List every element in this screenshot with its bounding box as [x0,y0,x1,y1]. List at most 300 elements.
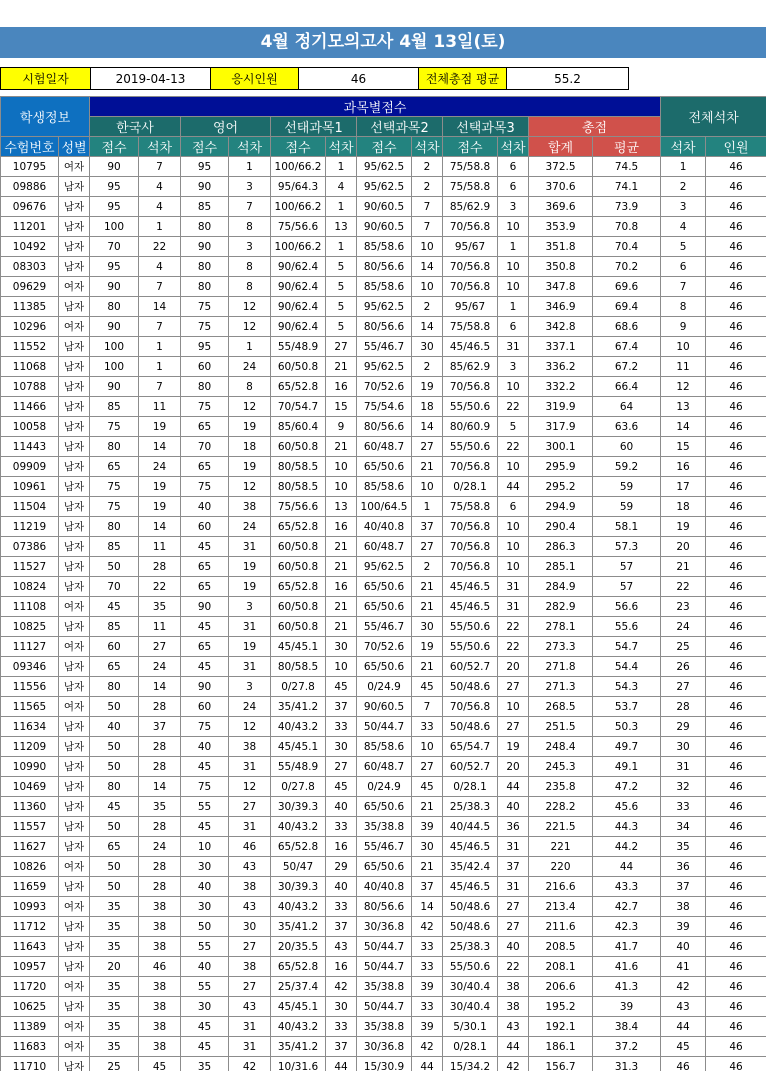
elective2-rank-cell: 14 [412,417,443,437]
elective3-rank-cell: 5 [498,417,529,437]
overall-rank-cell: 46 [661,1057,706,1071]
elective3-rank-cell: 22 [498,637,529,657]
elective2-score-cell: 40/40.8 [357,517,412,537]
overall-rank-header: 전체석차 [661,97,766,137]
korean-history-score-cell: 50 [90,857,139,877]
people-count-cell: 46 [706,437,766,457]
total-sum-cell: 372.5 [529,157,593,177]
overall-rank-cell: 6 [661,257,706,277]
total-sum-cell: 369.6 [529,197,593,217]
english-rank-cell: 46 [229,837,271,857]
korean-history-score-cell: 35 [90,937,139,957]
exam-no-cell: 11557 [1,817,59,837]
elective1-rank-cell: 37 [326,697,357,717]
table-row [1,917,766,937]
people-count-cell: 46 [706,877,766,897]
korean-history-score-cell: 60 [90,637,139,657]
total-average-cell: 44 [593,857,661,877]
gender-cell: 여자 [59,897,90,917]
overall-rank-cell: 32 [661,777,706,797]
gender-cell: 남자 [59,617,90,637]
elective3-score-cell: 50/48.6 [443,917,498,937]
gender-cell: 여자 [59,317,90,337]
overall-rank-cell: 40 [661,937,706,957]
elective3-rank-cell: 38 [498,997,529,1017]
elective2-score-cell: 65/50.6 [357,857,412,877]
total-average-cell: 56.6 [593,597,661,617]
gender-cell: 여자 [59,1037,90,1057]
table-row [1,617,766,637]
elective2-score-cell: 65/50.6 [357,797,412,817]
english-rank-cell: 24 [229,697,271,717]
gender-cell: 여자 [59,597,90,617]
korean-history-rank-cell: 35 [139,797,181,817]
total-average-cell: 54.4 [593,657,661,677]
table-row [1,897,766,917]
elective1-rank-cell: 21 [326,357,357,377]
elective1-rank-cell: 30 [326,997,357,1017]
exam-no-cell: 11385 [1,297,59,317]
korean-history-score-cell: 80 [90,677,139,697]
elective1-score-cell: 90/62.4 [271,277,326,297]
english-score-cell: 50 [181,917,229,937]
elective3-rank-cell: 31 [498,337,529,357]
elective1-score-cell: 60/50.8 [271,537,326,557]
people-count-cell: 46 [706,897,766,917]
korean-history-score-cell: 50 [90,757,139,777]
exam-no-cell: 11556 [1,677,59,697]
overall-rank-cell: 16 [661,457,706,477]
applicant-count-label: 응시인원 [211,68,299,90]
english-score-cell: 75 [181,317,229,337]
elective3-score-cell: 85/62.9 [443,197,498,217]
elective2-score-cell: 35/38.8 [357,817,412,837]
elective1-rank-cell: 5 [326,317,357,337]
total-sum-cell: 347.8 [529,277,593,297]
elective2-rank-cell: 42 [412,917,443,937]
english-rank-cell: 8 [229,217,271,237]
people-count-cell: 46 [706,917,766,937]
elective3-rank-cell: 6 [498,177,529,197]
korean-history-score-cell: 100 [90,337,139,357]
overall-rank-cell: 39 [661,917,706,937]
people-count-cell: 46 [706,837,766,857]
elective3-rank-cell: 6 [498,497,529,517]
elective3-score-cell: 40/44.5 [443,817,498,837]
elective2-rank-cell: 19 [412,377,443,397]
english-rank-cell: 19 [229,637,271,657]
elective1-rank-cell: 1 [326,237,357,257]
exam-no-cell: 10296 [1,317,59,337]
korean-history-score-cell: 75 [90,417,139,437]
elective3-rank-cell: 6 [498,317,529,337]
overall-rank-cell: 15 [661,437,706,457]
people-count-cell: 46 [706,817,766,837]
korean-history-score-cell: 70 [90,237,139,257]
korean-history-score-cell: 50 [90,697,139,717]
overall-rank-cell: 27 [661,677,706,697]
total-average-cell: 73.9 [593,197,661,217]
elective3-score-cell: 75/58.8 [443,177,498,197]
korean-history-rank-cell: 28 [139,877,181,897]
elective1-score-cell: 85/60.4 [271,417,326,437]
subject-header-elective-2: 선택과목2 [357,117,443,137]
elective1-rank-cell: 29 [326,857,357,877]
total-average-cell: 70.4 [593,237,661,257]
elective2-score-cell: 95/62.5 [357,157,412,177]
elective1-score-cell: 45/45.1 [271,737,326,757]
exam-no-cell: 10826 [1,857,59,877]
elective2-score-cell: 80/56.6 [357,317,412,337]
total-sum-cell: 235.8 [529,777,593,797]
elective2-rank-cell: 7 [412,197,443,217]
korean-history-rank-cell: 14 [139,297,181,317]
english-score-cell: 45 [181,537,229,557]
elective2-rank-cell: 21 [412,657,443,677]
elective1-rank-cell: 33 [326,817,357,837]
elective2-score-cell: 100/64.5 [357,497,412,517]
elective2-score-cell: 65/50.6 [357,657,412,677]
page-title: 4월 정기모의고사 4월 13일(토) [0,27,766,58]
total-average-cell: 60 [593,437,661,457]
english-score-cell: 95 [181,157,229,177]
elective2-score-cell: 95/62.5 [357,177,412,197]
overall-rank-cell: 17 [661,477,706,497]
people-count-cell: 46 [706,597,766,617]
elective3-score-cell: 25/38.3 [443,797,498,817]
total-sum-cell: 208.1 [529,957,593,977]
elective3-rank-cell: 19 [498,737,529,757]
elective2-rank-cell: 2 [412,557,443,577]
english-score-cell: 65 [181,457,229,477]
english-score-cell: 85 [181,197,229,217]
korean-history-rank-cell: 4 [139,197,181,217]
table-row [1,317,766,337]
elective3-rank-cell: 1 [498,237,529,257]
total-average-cell: 50.3 [593,717,661,737]
english-rank-cell: 3 [229,597,271,617]
elective1-score-cell: 100/66.2 [271,197,326,217]
exam-no-cell: 11712 [1,917,59,937]
people-count-cell: 46 [706,957,766,977]
elective1-score-cell: 40/43.2 [271,1017,326,1037]
english-score-cell: 90 [181,677,229,697]
elective3-score-cell: 75/58.8 [443,317,498,337]
people-count-cell: 46 [706,777,766,797]
korean-history-rank-cell: 19 [139,477,181,497]
elective1-score-cell: 35/41.2 [271,1037,326,1057]
korean-history-score-cell: 35 [90,897,139,917]
korean-history-score-cell: 75 [90,477,139,497]
elective3-rank-cell: 43 [498,1017,529,1037]
elective2-score-cell: 0/24.9 [357,777,412,797]
elective3-score-cell: 0/28.1 [443,1037,498,1057]
table-row [1,257,766,277]
elective1-score-cell: 70/54.7 [271,397,326,417]
english-score-cell: 45 [181,617,229,637]
elective3-score-cell: 70/56.8 [443,517,498,537]
total-average-cell: 69.4 [593,297,661,317]
exam-no-cell: 10795 [1,157,59,177]
exam-no-cell: 10469 [1,777,59,797]
overall-rank-cell: 21 [661,557,706,577]
overall-rank-cell: 19 [661,517,706,537]
english-score-cell: 55 [181,937,229,957]
total-average-cell: 68.6 [593,317,661,337]
elective3-rank-cell: 42 [498,1057,529,1071]
total-average-cell: 45.6 [593,797,661,817]
elective3-rank-cell: 31 [498,837,529,857]
people-count-cell: 46 [706,357,766,377]
gender-cell: 남자 [59,437,90,457]
elective1-rank-cell: 45 [326,677,357,697]
elective3-rank-cell: 10 [498,257,529,277]
english-rank-cell: 8 [229,277,271,297]
elective1-rank-cell: 42 [326,977,357,997]
elective1-rank-cell: 27 [326,337,357,357]
people-count-cell: 46 [706,1037,766,1057]
elective1-rank-cell: 13 [326,217,357,237]
elective3-score-cell: 70/56.8 [443,697,498,717]
korean-history-rank-cell: 11 [139,537,181,557]
elective1-score-cell: 55/48.9 [271,337,326,357]
gender-cell: 남자 [59,997,90,1017]
english-rank-cell: 31 [229,1037,271,1057]
korean-history-score-cell: 85 [90,617,139,637]
elective3-rank-cell: 10 [498,457,529,477]
english-rank-cell: 19 [229,457,271,477]
people-count-cell: 46 [706,537,766,557]
elective1-rank-cell: 9 [326,417,357,437]
english-rank-cell: 12 [229,477,271,497]
total-average-cell: 47.2 [593,777,661,797]
elective3-score-cell: 45/46.5 [443,837,498,857]
elective2-rank-cell: 30 [412,617,443,637]
elective2-rank-cell: 21 [412,597,443,617]
overall-rank-cell: 38 [661,897,706,917]
elective1-score-cell: 25/37.4 [271,977,326,997]
total-sum-cell: 295.9 [529,457,593,477]
english-score-cell: 70 [181,437,229,457]
exam-no-cell: 10492 [1,237,59,257]
gender-cell: 남자 [59,577,90,597]
elective3-score-cell: 45/46.5 [443,337,498,357]
korean-history-rank-cell: 28 [139,757,181,777]
exam-no-cell: 09676 [1,197,59,217]
average-header: 평균 [593,137,661,157]
elective3-score-cell: 70/56.8 [443,217,498,237]
elective3-score-cell: 60/52.7 [443,657,498,677]
elective1-rank-cell: 21 [326,557,357,577]
english-score-cell: 45 [181,757,229,777]
elective1-score-cell: 90/62.4 [271,297,326,317]
english-rank-cell: 12 [229,397,271,417]
subject-header-english: 영어 [181,117,271,137]
total-sum-cell: 336.2 [529,357,593,377]
table-row [1,397,766,417]
table-row [1,857,766,877]
table-row [1,637,766,657]
elective1-score-cell: 10/31.6 [271,1057,326,1071]
elective2-rank-cell: 30 [412,837,443,857]
exam-no-cell: 11527 [1,557,59,577]
elective1-score-cell: 80/58.5 [271,477,326,497]
overall-rank-cell: 1 [661,157,706,177]
exam-no-cell: 11565 [1,697,59,717]
overall-rank-cell: 34 [661,817,706,837]
gender-cell: 여자 [59,857,90,877]
english-rank-cell: 7 [229,197,271,217]
korean-history-score-cell: 90 [90,377,139,397]
english-score-cell: 75 [181,477,229,497]
korean-history-rank-cell: 38 [139,997,181,1017]
elective3-score-cell: 95/67 [443,237,498,257]
korean-history-score-cell: 95 [90,197,139,217]
gender-cell: 남자 [59,257,90,277]
elective2-rank-cell: 33 [412,937,443,957]
overall-rank-cell: 37 [661,877,706,897]
english-score-cell: 60 [181,517,229,537]
table-row [1,437,766,457]
elective3-score-cell: 0/28.1 [443,777,498,797]
korean-history-rank-cell: 24 [139,837,181,857]
elective2-rank-cell: 30 [412,337,443,357]
total-sum-cell: 245.3 [529,757,593,777]
elective3-score-cell: 60/52.7 [443,757,498,777]
table-row [1,957,766,977]
elective1-rank-cell: 5 [326,297,357,317]
elective2-score-cell: 90/60.5 [357,697,412,717]
korean-history-rank-cell: 4 [139,257,181,277]
table-row [1,477,766,497]
overall-rank-cell: 18 [661,497,706,517]
people-count-cell: 46 [706,277,766,297]
korean-history-score-cell: 45 [90,797,139,817]
korean-history-rank-cell: 1 [139,337,181,357]
score-table [0,96,766,1071]
gender-cell: 남자 [59,197,90,217]
gender-cell: 여자 [59,637,90,657]
elective3-score-cell: 55/50.6 [443,637,498,657]
elective1-rank-cell: 10 [326,457,357,477]
elective1-score-cell: 60/50.8 [271,557,326,577]
gender-cell: 남자 [59,937,90,957]
korean-history-rank-cell: 7 [139,277,181,297]
table-row [1,357,766,377]
elective2-rank-cell: 2 [412,357,443,377]
english-score-cell: 65 [181,637,229,657]
elective2-rank-cell: 45 [412,677,443,697]
elective1-score-cell: 35/41.2 [271,917,326,937]
exam-date-value: 2019-04-13 [91,68,211,90]
elective3-rank-cell: 22 [498,617,529,637]
elective1-rank-cell: 4 [326,177,357,197]
english-score-cell: 90 [181,597,229,617]
total-average-cell: 74.1 [593,177,661,197]
elective3-score-cell: 65/54.7 [443,737,498,757]
overall-rank-cell: 22 [661,577,706,597]
korean-history-rank-cell: 38 [139,897,181,917]
elective2-score-cell: 65/50.6 [357,577,412,597]
total-sum-cell: 208.5 [529,937,593,957]
table-row [1,777,766,797]
english-score-cell: 55 [181,797,229,817]
korean-history-rank-cell: 28 [139,737,181,757]
total-sum-cell: 186.1 [529,1037,593,1057]
total-sum-cell: 156.7 [529,1057,593,1071]
elective2-score-cell: 80/56.6 [357,897,412,917]
overall-rank-cell: 5 [661,237,706,257]
exam-no-cell: 11360 [1,797,59,817]
elective3-score-cell: 75/58.8 [443,157,498,177]
korean-history-score-cell: 50 [90,877,139,897]
korean-history-rank-cell: 7 [139,377,181,397]
table-row [1,537,766,557]
elective2-score-cell: 15/30.9 [357,1057,412,1071]
exam-no-cell: 11504 [1,497,59,517]
korean-history-rank-cell: 27 [139,637,181,657]
korean-history-score-cell: 65 [90,657,139,677]
table-row [1,677,766,697]
elective2-rank-cell: 39 [412,1017,443,1037]
people-count-cell: 46 [706,197,766,217]
table-row [1,817,766,837]
english-score-cell: 75 [181,397,229,417]
people-count-cell: 46 [706,177,766,197]
elective1-score-cell: 0/27.8 [271,677,326,697]
total-average-cell: 39 [593,997,661,1017]
elective2-rank-cell: 33 [412,957,443,977]
total-sum-cell: 221.5 [529,817,593,837]
overall-average-value: 55.2 [507,68,629,90]
elective2-score-cell: 60/48.7 [357,437,412,457]
korean-history-rank-cell: 1 [139,217,181,237]
english-rank-cell: 30 [229,917,271,937]
english-rank-cell: 27 [229,797,271,817]
korean-history-rank-cell: 14 [139,517,181,537]
total-sum-cell: 271.8 [529,657,593,677]
korean-history-rank-cell: 19 [139,497,181,517]
people-count-cell: 46 [706,377,766,397]
table-row [1,517,766,537]
gender-cell: 남자 [59,397,90,417]
elective2-score-cell: 65/50.6 [357,457,412,477]
total-sum-cell: 220 [529,857,593,877]
elective2-score-cell: 35/38.8 [357,1017,412,1037]
total-average-cell: 67.4 [593,337,661,357]
elective2-score-cell: 60/48.7 [357,537,412,557]
elective3-rank-cell: 38 [498,977,529,997]
korean-history-score-cell: 80 [90,517,139,537]
rank-header: 석차 [498,137,529,157]
elective2-score-cell: 50/44.7 [357,937,412,957]
korean-history-score-cell: 35 [90,917,139,937]
english-score-cell: 30 [181,997,229,1017]
elective3-score-cell: 75/58.8 [443,497,498,517]
english-rank-cell: 24 [229,517,271,537]
english-score-cell: 45 [181,1017,229,1037]
korean-history-score-cell: 95 [90,257,139,277]
elective1-rank-cell: 16 [326,577,357,597]
elective1-rank-cell: 1 [326,157,357,177]
elective1-score-cell: 50/47 [271,857,326,877]
overall-rank-cell: 10 [661,337,706,357]
exam-no-cell: 10788 [1,377,59,397]
elective2-score-cell: 30/36.8 [357,917,412,937]
total-average-cell: 57 [593,577,661,597]
english-rank-cell: 38 [229,497,271,517]
english-rank-cell: 8 [229,377,271,397]
